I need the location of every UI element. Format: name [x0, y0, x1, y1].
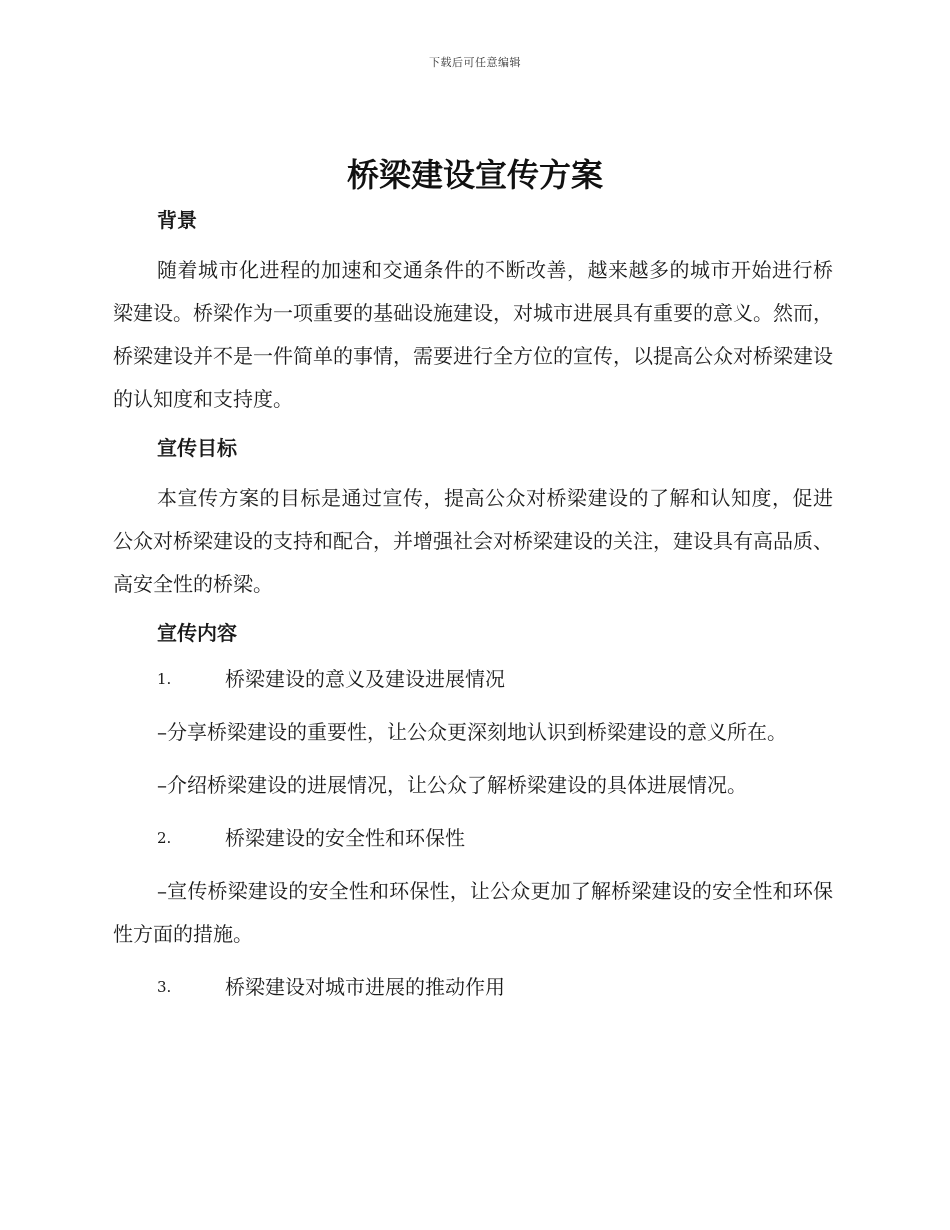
background-paragraph: 随着城市化进程的加速和交通条件的不断改善，越来越多的城市开始进行桥梁建设。桥梁作为一项重要的基础设施建设，对城市进展具有重要的意义。然而，桥梁建设并不是一件简单的事情，需要进行全方位的宣传，以提高公众对桥梁建设的认知度和支持度。	[113, 258, 833, 411]
numbered-item-3	[113, 966, 833, 1009]
item-title: 桥梁建设的意义及建设进展情况	[225, 667, 505, 691]
item-title: 桥梁建设对城市进展的推动作用	[225, 975, 505, 999]
item-number: 1.	[157, 670, 172, 688]
item-number: 3.	[157, 978, 172, 996]
header-note: 下载后可任意编辑	[429, 56, 521, 69]
numbered-item-2	[113, 817, 833, 860]
document-body	[113, 205, 833, 1009]
section-heading-goal: 宣传目标	[157, 436, 237, 460]
document-title: 桥梁建设宣传方案	[346, 156, 603, 194]
numbered-item-1	[113, 658, 833, 701]
section-heading-content: 宣传内容	[157, 621, 237, 645]
bullet-paragraph: –宣传桥梁建设的安全性和环保性，让公众更加了解桥梁建设的安全性和环保性方面的措施。	[113, 879, 833, 946]
bullet-paragraph: –介绍桥梁建设的进展情况，让公众了解桥梁建设的具体进展情况。	[157, 773, 747, 797]
bullet-paragraph: –分享桥梁建设的重要性，让公众更深刻地认识到桥梁建设的意义所在。	[157, 720, 787, 744]
section-heading-background: 背景	[157, 208, 197, 232]
item-title: 桥梁建设的安全性和环保性	[225, 826, 465, 850]
item-number: 2.	[157, 829, 172, 847]
goal-paragraph: 本宣传方案的目标是通过宣传，提高公众对桥梁建设的了解和认知度，促进公众对桥梁建设的支持和配合，并增强社会对桥梁建设的关注，建设具有高品质、高安全性的桥梁。	[113, 486, 833, 596]
